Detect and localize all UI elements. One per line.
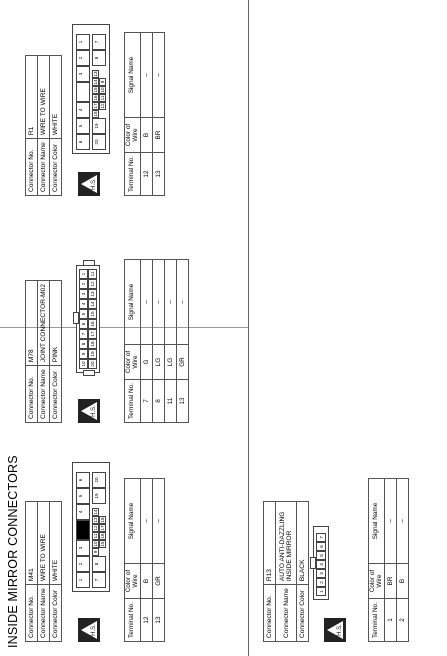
cavity: 16 — [88, 319, 97, 329]
terminal-no: 7 — [141, 380, 153, 423]
wire-color-header: Color of Wire — [125, 564, 141, 599]
cavity: 18 — [88, 339, 97, 349]
cavity: 15 — [93, 87, 98, 93]
cavity: 4 — [76, 504, 90, 520]
terminal-no-header: Terminal No. — [369, 599, 385, 642]
wire-color-header: Color of Wire — [369, 564, 385, 599]
cavity: 12 — [93, 525, 98, 531]
wire-color: LG — [165, 345, 177, 380]
hs-icon — [78, 172, 100, 196]
cavity: 6 — [79, 319, 88, 329]
wire-color: B — [141, 118, 153, 153]
wire-color: G — [141, 345, 153, 380]
cavity: 13 — [93, 71, 98, 77]
cavity: 12 — [100, 103, 105, 109]
cavity: 19 — [92, 488, 106, 504]
cavity: 3 — [316, 569, 326, 578]
cavity-key — [76, 82, 90, 102]
cavity: 17 — [88, 329, 97, 339]
terminal-table — [368, 478, 409, 642]
hs-icon — [324, 618, 346, 642]
cavity: 4 — [79, 299, 88, 309]
hs-icon — [78, 399, 100, 423]
connector-info-table — [263, 501, 309, 642]
hs-icon — [78, 618, 100, 642]
connector-color-value: BLACK — [297, 502, 309, 585]
cavity: 9 — [79, 349, 88, 359]
wire-color: BR — [385, 564, 397, 599]
connector-info-table — [25, 501, 62, 642]
cavity: 7 — [92, 572, 106, 588]
connector-latch — [83, 370, 95, 376]
cavity: 14 — [93, 509, 98, 515]
cavity: 13 — [93, 517, 98, 523]
connector-color-label: Connector Color — [297, 585, 309, 642]
cavity: 16 — [100, 533, 105, 539]
connector-info-table — [25, 280, 62, 423]
signal-name: – — [153, 479, 165, 564]
cavity: 20 — [88, 359, 97, 369]
cavity: 1 — [76, 34, 90, 50]
cavity: 2 — [316, 578, 326, 587]
cavity: 5 — [76, 118, 90, 134]
hs-label: H.S. — [91, 178, 97, 190]
connector-no-value: R1 — [26, 56, 38, 139]
signal-name: – — [141, 479, 153, 564]
table-row — [141, 479, 153, 642]
table-row — [141, 260, 153, 423]
cavity: 19 — [92, 118, 106, 134]
cavity-key — [76, 520, 90, 540]
connector-no-value: R13 — [264, 502, 276, 585]
connector-face-r1 — [72, 24, 110, 154]
cavity: 3 — [76, 540, 90, 556]
cavity: 8 — [92, 50, 106, 66]
terminal-no: 11 — [165, 380, 177, 423]
table-row — [153, 260, 165, 423]
terminal-no: 8 — [153, 380, 165, 423]
horizontal-divider — [248, 0, 249, 656]
terminal-no: 2 — [397, 599, 409, 642]
cavity: 15 — [88, 309, 97, 319]
terminal-no: 12 — [141, 599, 153, 642]
signal-name: – — [141, 33, 153, 118]
cavity: 15 — [100, 541, 105, 547]
connector-no-label: Connector No. — [26, 585, 38, 642]
cavity: 5 — [79, 309, 88, 319]
cavity: 1 — [76, 572, 90, 588]
page-title: INSIDE MIRROR CONNECTORS — [6, 455, 20, 648]
cavity: 10 — [93, 541, 98, 547]
wire-color-header: Color of Wire — [125, 118, 141, 153]
table-row — [177, 260, 189, 423]
cavity: 19 — [88, 349, 97, 359]
cavity: 7 — [316, 533, 326, 542]
cavity: 17 — [93, 103, 98, 109]
cavity: 8 — [79, 339, 88, 349]
connector-face-m78 — [76, 265, 100, 373]
wire-color: B — [141, 564, 153, 599]
connector-name-value: WIRE TO WIRE — [38, 502, 50, 585]
connector-no-label: Connector No. — [26, 139, 38, 196]
wire-color: GR — [153, 564, 165, 599]
cavity: 5 — [76, 488, 90, 504]
wire-color: B — [397, 564, 409, 599]
connector-name-value: JOINT CONNECTOR-M02 — [38, 281, 50, 366]
cavity: 11 — [93, 533, 98, 539]
cavity: 16 — [93, 95, 98, 101]
connector-name-label: Connector Name — [38, 139, 50, 196]
signal-name: – — [153, 33, 165, 118]
signal-name: – — [385, 479, 397, 564]
cavity: 20 — [92, 472, 106, 488]
wire-color: GR — [177, 345, 189, 380]
wire-color-header: Color of Wire — [125, 345, 141, 380]
cavity: 20 — [92, 134, 106, 150]
connector-name-value: AUTO ANTI-DAZZLING INSIDE MIRROR — [276, 502, 297, 585]
cavity: 7 — [92, 34, 106, 50]
connector-info-table — [25, 55, 62, 196]
cavity: 11 — [88, 269, 97, 279]
hs-label: H.S. — [337, 624, 343, 636]
cavity: 11 — [100, 95, 105, 101]
cavity: 2 — [76, 50, 90, 66]
wire-color: BR — [153, 118, 165, 153]
signal-name-header: Signal Name — [125, 260, 141, 345]
connector-face-m41 — [72, 462, 110, 592]
terminal-no: 1 — [385, 599, 397, 642]
terminal-table — [124, 32, 165, 196]
table-row — [385, 479, 397, 642]
signal-name-header: Signal Name — [125, 33, 141, 118]
cavity: 2 — [76, 556, 90, 572]
cavity: 14 — [88, 299, 97, 309]
cavity: 18 — [100, 517, 105, 523]
cavity: 9 — [99, 78, 106, 86]
connector-color-value: WHITE — [50, 502, 62, 585]
cavity: 10 — [100, 87, 105, 93]
connector-color-value: WHITE — [50, 56, 62, 139]
table-row — [165, 260, 177, 423]
connector-no-value: M41 — [26, 502, 38, 585]
signal-name: – — [141, 260, 153, 345]
terminal-no-header: Terminal No. — [125, 380, 141, 423]
terminal-no-header: Terminal No. — [125, 599, 141, 642]
connector-color-label: Connector Color — [50, 366, 62, 423]
wire-color: LG — [153, 345, 165, 380]
table-row — [153, 479, 165, 642]
cavity: 17 — [100, 525, 105, 531]
hs-label: H.S. — [91, 405, 97, 417]
cavity: 6 — [76, 134, 90, 150]
signal-name: – — [153, 260, 165, 345]
terminal-no: 13 — [153, 599, 165, 642]
connector-name-label: Connector Name — [276, 585, 297, 642]
cavity: 13 — [88, 289, 97, 299]
terminal-no: 13 — [153, 153, 165, 196]
table-row — [141, 33, 153, 196]
connector-latch — [83, 260, 95, 266]
signal-name: – — [177, 260, 189, 345]
signal-name-header: Signal Name — [369, 479, 385, 564]
signal-name: – — [397, 479, 409, 564]
terminal-table — [124, 259, 189, 423]
cavity: 3 — [76, 66, 90, 82]
connector-no-value: M78 — [26, 281, 38, 366]
cavity: 6 — [316, 542, 326, 551]
hs-label: H.S. — [91, 624, 97, 636]
signal-name-header: Signal Name — [125, 479, 141, 564]
cavity: 5 — [316, 551, 326, 560]
cavity: 14 — [93, 79, 98, 85]
cavity: 1 — [79, 269, 88, 279]
cavity: 6 — [76, 472, 90, 488]
cavity: 8 — [92, 556, 106, 572]
terminal-no-header: Terminal No. — [125, 153, 141, 196]
cavity: 12 — [88, 279, 97, 289]
cavity: 10 — [79, 359, 88, 369]
cavity: 1 — [316, 587, 326, 596]
cavity: 2 — [79, 279, 88, 289]
table-row — [397, 479, 409, 642]
connector-color-label: Connector Color — [50, 139, 62, 196]
cavity: 18 — [93, 111, 98, 117]
cavity: 7 — [79, 329, 88, 339]
connector-color-value: PINK — [50, 281, 62, 366]
connector-color-label: Connector Color — [50, 585, 62, 642]
cavity: 4 — [316, 560, 326, 569]
cavity: 3 — [79, 289, 88, 299]
connector-name-label: Connector Name — [38, 585, 50, 642]
connector-face-r13 — [313, 526, 329, 600]
connector-name-value: WIRE TO WIRE — [38, 56, 50, 139]
terminal-table — [124, 478, 165, 642]
cavity: 9 — [92, 548, 99, 556]
connector-name-label: Connector Name — [38, 366, 50, 423]
terminal-no: 12 — [141, 153, 153, 196]
signal-name: – — [165, 260, 177, 345]
table-row — [153, 33, 165, 196]
cavity: 4 — [76, 102, 90, 118]
connector-no-label: Connector No. — [26, 366, 38, 423]
terminal-no: 13 — [177, 380, 189, 423]
connector-no-label: Connector No. — [264, 585, 276, 642]
